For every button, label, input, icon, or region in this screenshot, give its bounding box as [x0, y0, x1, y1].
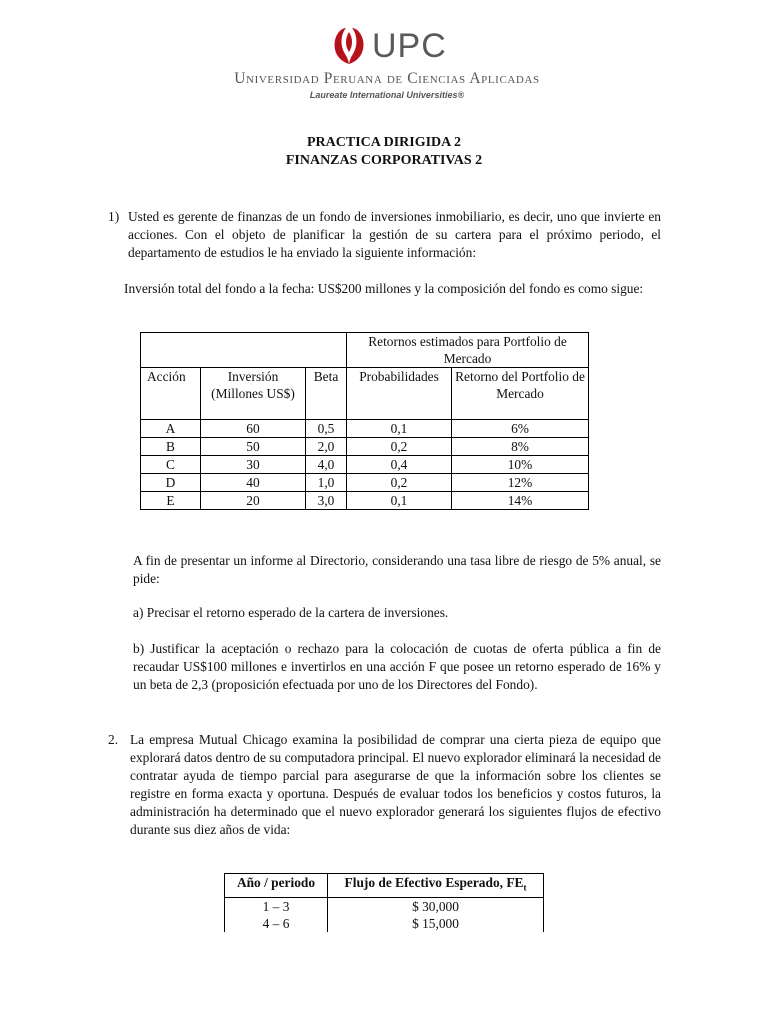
cell-beta: 0,5 — [306, 420, 347, 438]
cell-beta: 3,0 — [306, 492, 347, 510]
question-2-number: 2. — [108, 732, 119, 747]
question-2-text: La empresa Mutual Chicago examina la posibilidad de comprar una cierta pieza de equipo que explorará datos dentro de su computadora principal. El nuevo explorador eliminará la necesidad de contratar ayuda de tiempo parcial para asegurarse de que la información sobre los clientes se registre en forma exacta y oportuna. Después de evaluar todos los beneficios y costos futuros, la administración ha determinado que el nuevo explorador generará los siguientes flujos de efectivo durante sus diez años de vida: — [130, 732, 661, 837]
question-1-directive: A fin de presentar un informe al Directorio, considerando una tasa libre de riesgo de 5% anual, se pide: — [133, 553, 661, 586]
table-group-header: Retornos estimados para Portfolio de Mercado — [347, 333, 589, 368]
upc-logo — [234, 26, 540, 106]
cell-retorno: 8% — [452, 438, 589, 456]
table-row — [141, 420, 589, 438]
col-header-inversion: Inversión (Millones US$) — [201, 368, 306, 420]
cell-retorno: 12% — [452, 474, 589, 492]
col-header-periodo: Año / periodo — [225, 874, 328, 898]
cell-probabilidad: 0,4 — [347, 456, 452, 474]
table-row — [141, 438, 589, 456]
cell-flujo: $ 15,000 — [328, 915, 544, 932]
cell-inversion: 40 — [201, 474, 306, 492]
cell-beta: 1,0 — [306, 474, 347, 492]
table-row — [225, 915, 544, 932]
cell-probabilidad: 0,2 — [347, 474, 452, 492]
cell-inversion: 50 — [201, 438, 306, 456]
question-1-part-a: a) Precisar el retorno esperado de la cartera de inversiones. — [133, 605, 449, 620]
cell-accion: C — [141, 456, 201, 474]
cell-retorno: 6% — [452, 420, 589, 438]
cell-flujo: $ 30,000 — [328, 897, 544, 915]
question-1-fund-info: Inversión total del fondo a la fecha: US$200 millones y la composición del fondo es como sigue: — [124, 281, 644, 296]
col-header-accion: Acción — [141, 368, 201, 420]
col-header-probabilidades: Probabilidades — [347, 368, 452, 420]
upc-wordmark: UPC — [372, 27, 447, 65]
cell-inversion: 20 — [201, 492, 306, 510]
cell-accion: E — [141, 492, 201, 510]
question-1-intro: Usted es gerente de finanzas de un fondo de inversiones inmobiliario, es decir, uno que invierte en acciones. Con el objeto de planificar la gestión de su cartera para el próximo periodo, el departamento de estudios le ha enviado la siguiente información: — [128, 209, 661, 260]
page-subtitle: FINANZAS CORPORATIVAS 2 — [285, 153, 483, 168]
table-row — [141, 456, 589, 474]
cell-probabilidad: 0,1 — [347, 420, 452, 438]
cell-retorno: 10% — [452, 456, 589, 474]
question-1-number: 1) — [108, 209, 120, 224]
cell-inversion: 60 — [201, 420, 306, 438]
cell-accion: A — [141, 420, 201, 438]
col-header-flujo: Flujo de Efectivo Esperado, $FE_t$ — [328, 874, 544, 898]
cell-inversion: 30 — [201, 456, 306, 474]
portfolio-table — [140, 332, 589, 510]
col-header-beta: Beta — [306, 368, 347, 420]
cell-beta: 2,0 — [306, 438, 347, 456]
cell-accion: D — [141, 474, 201, 492]
page-title: PRACTICA DIRIGIDA 2 — [306, 135, 462, 150]
question-1-part-b: b) Justificar la aceptación o rechazo para la colocación de cuotas de oferta pública a fin de recaudar US$100 millones e invertirlos en una acción F que posee un retorno esperado de 16% y un beta de 2,3 (proposición efectuada por uno de los Directores del Fondo). — [133, 641, 661, 692]
cell-retorno: 14% — [452, 492, 589, 510]
table-row — [141, 492, 589, 510]
cell-beta: 4,0 — [306, 456, 347, 474]
table-row — [225, 897, 544, 915]
cell-periodo: 4 – 6 — [225, 915, 328, 932]
cell-accion: B — [141, 438, 201, 456]
cash-flow-table — [224, 873, 544, 932]
upc-emblem-icon — [332, 26, 366, 66]
table-empty-header — [141, 333, 347, 368]
university-name: Universidad Peruana de Ciencias Aplicadas — [234, 70, 540, 87]
laureate-tagline: Laureate International Universities® — [309, 90, 465, 100]
col-header-retorno: Retorno del Portfolio de Mercado — [452, 368, 589, 420]
cell-probabilidad: 0,2 — [347, 438, 452, 456]
cell-probabilidad: 0,1 — [347, 492, 452, 510]
table-row — [141, 474, 589, 492]
cell-periodo: 1 – 3 — [225, 897, 328, 915]
